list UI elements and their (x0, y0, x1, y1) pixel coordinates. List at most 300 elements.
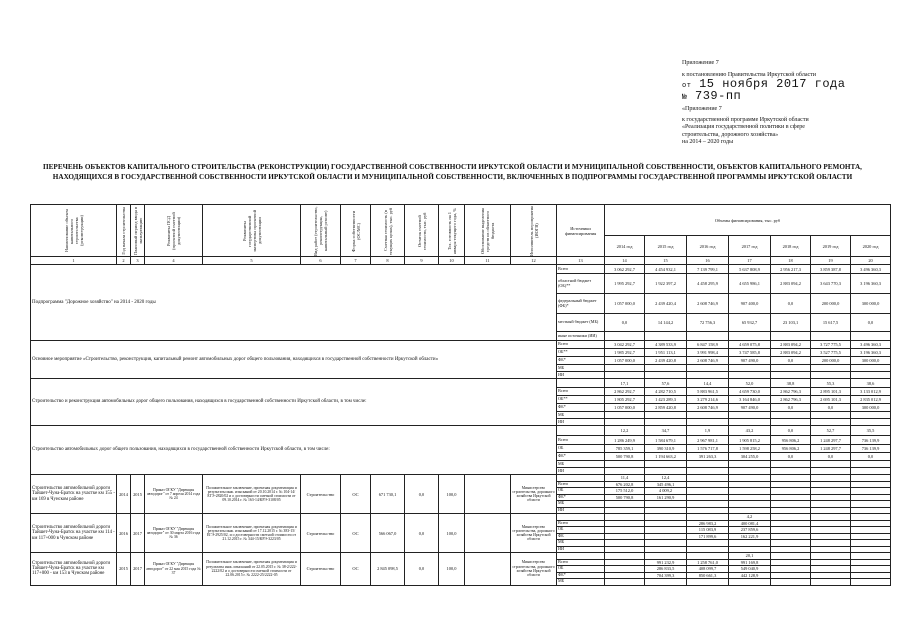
column-header-text: Остаток сметной стоимости, тыс. руб (416, 211, 427, 250)
object-work: Строительство (301, 553, 341, 586)
appendix-line: строительства, дорожного хозяйства» (682, 131, 779, 138)
value-cell: 500 790,8 (605, 494, 645, 501)
appendix-line: к государственной программе Иркутской области (682, 116, 809, 123)
column-number: 19 (811, 257, 851, 265)
column-number: 15 (645, 257, 687, 265)
value-cell (771, 372, 811, 379)
value-cell: 1 248 297,7 (811, 445, 851, 453)
object-psd: Приказ ОГКУ "Дирекция автодорог" от 30 марта 2016 года № 36 (145, 514, 203, 553)
value-cell (771, 419, 811, 426)
value-cell: 4,2 (729, 514, 771, 521)
value-cell (645, 372, 687, 379)
value-cell: 72 756,3 (687, 314, 729, 332)
column-header-8 (371, 205, 405, 257)
source-cell: МБ (557, 579, 605, 586)
value-cell: 1 057 000,0 (605, 404, 645, 412)
column-header-12 (511, 205, 557, 257)
value-cell: 4 659 075,8 (729, 341, 771, 349)
source-cell: Всего (557, 341, 605, 349)
source-cell: федеральный бюджет (ФБ)* (557, 294, 605, 314)
value-cell: 3 991 998,4 (687, 349, 729, 357)
value-cell: 0,0 (771, 357, 811, 365)
value-cell: 1 258 761,0 (687, 559, 729, 566)
column-header-4 (145, 205, 203, 257)
value-cell (811, 332, 851, 341)
value-cell: 1 985 292,7 (605, 349, 645, 357)
value-cell (687, 468, 729, 475)
value-cell: 0,0 (851, 314, 891, 332)
appendix-block (682, 60, 897, 147)
value-cell: 2 862 796,3 (771, 396, 811, 404)
column-header-11 (465, 205, 511, 257)
value-cell: 237 859,6 (729, 527, 771, 534)
column-header-6 (301, 205, 341, 257)
date-value: 15 ноября 2017 года (699, 77, 846, 91)
value-cell: 956 806,2 (771, 445, 811, 453)
value-cell (605, 579, 645, 586)
value-cell: 161 290,9 (645, 494, 687, 501)
value-cell (851, 579, 891, 586)
object-ready: 100,0 (439, 553, 465, 586)
object-justification (465, 553, 511, 586)
source-cell: ОБ (557, 488, 605, 495)
column-header-text: Форма собственности (ОС/МС) (350, 209, 361, 252)
value-cell: 3 279 214,6 (687, 396, 729, 404)
value-cell: 907 400,0 (729, 294, 771, 314)
object-start: 2015 (117, 553, 131, 586)
value-cell: 23 103,1 (771, 314, 811, 332)
value-cell: 14,4 (687, 379, 729, 388)
year-header: 2020 год (851, 236, 891, 257)
value-cell: 57,6 (645, 379, 687, 388)
value-cell: 2 608 746,9 (687, 294, 729, 314)
value-cell: 115 083,9 (687, 527, 729, 534)
source-cell: ИИ (557, 372, 605, 379)
value-cell: 3 496 360,3 (851, 265, 891, 274)
value-cell: 907 490,0 (729, 357, 771, 365)
source-cell: МБ (557, 365, 605, 372)
object-executor: Министерство строительства, дорожного хозяйства Иркутской области (511, 553, 557, 586)
value-cell: 38,8 (771, 379, 811, 388)
value-cell: 4 009,2 (645, 488, 687, 495)
column-header-5 (203, 205, 301, 257)
value-cell: 17,1 (605, 379, 645, 388)
value-cell: 500 790,8 (605, 453, 645, 461)
column-number: 3 (131, 257, 145, 265)
value-cell: 52,0 (729, 379, 771, 388)
source-cell: ОБ (557, 445, 605, 453)
column-header-10 (439, 205, 465, 257)
source-cell: ИИ (557, 468, 605, 475)
value-cell: 5 883 961,5 (687, 388, 729, 396)
source-cell: ФБ* (557, 357, 605, 365)
value-cell: 0,0 (771, 453, 811, 461)
value-cell: 2 439 420,8 (645, 357, 687, 365)
value-cell (811, 461, 851, 468)
object-expert: Положительное заключение, проектная документация и результаты инж. изысканий от 22.05.2015 г. № 38-2/222-2222/02 и о достоверности сметной стоимости от 22.06.2015 г. № 2222-25/2222-05 (203, 553, 301, 586)
value-cell: 2 608 746,9 (687, 404, 729, 412)
source-cell: Всего (557, 388, 605, 396)
value-cell: 785 359,1 (605, 445, 645, 453)
value-cell: 200 000,0 (811, 357, 851, 365)
value-cell (771, 468, 811, 475)
source-cell: ОБ (557, 566, 605, 573)
value-cell (645, 365, 687, 372)
value-cell (687, 461, 729, 468)
column-number: 14 (605, 257, 645, 265)
source-cell: ОБ (557, 527, 605, 534)
value-cell (605, 332, 645, 341)
value-cell: 4 655 986,1 (729, 274, 771, 294)
table-row (31, 341, 891, 349)
source-cell: ФБ (557, 533, 605, 540)
value-cell: 0,0 (851, 453, 891, 461)
source-cell: МБ (557, 412, 605, 419)
value-cell: 676 202,8 (605, 481, 645, 488)
value-cell (811, 365, 851, 372)
value-cell: 1 805 292,7 (605, 396, 645, 404)
source-cell: ФБ* (557, 453, 605, 461)
object-rest: 0,0 (405, 514, 439, 553)
value-cell: 300 000,0 (851, 404, 891, 412)
value-cell (605, 461, 645, 468)
value-cell: 736 139,9 (851, 436, 891, 445)
value-cell: 175 512,0 (605, 488, 645, 495)
value-cell: 2 883 094,2 (771, 341, 811, 349)
object-end: 2017 (131, 553, 145, 586)
source-cell: местный бюджет (МБ) (557, 314, 605, 332)
object-justification (465, 475, 511, 514)
object-expert: Положительное заключение, проектная документация и результаты инж. изысканий от 17.12.2015 г. № 383-15/ЕГЭ-2925/02, и о достоверности сметной стоимости от 21.12.2015 г. № 344-15/КРЭ-3223/05 (203, 514, 301, 553)
value-cell (605, 468, 645, 475)
value-cell: 3 727 775,5 (811, 341, 851, 349)
value-cell (605, 372, 645, 379)
object-ready: 100,0 (439, 475, 465, 514)
value-cell: 408 099,7 (687, 566, 729, 573)
value-cell: 0,0 (771, 404, 811, 412)
value-cell: 20,1 (729, 553, 771, 560)
value-cell (851, 461, 891, 468)
value-cell (811, 419, 851, 426)
source-cell: ИИ (557, 546, 605, 553)
object-start: 2016 (117, 514, 131, 553)
object-own: ОС (341, 553, 371, 586)
value-cell: 736 139,9 (851, 445, 891, 453)
value-cell: 2 862 796,3 (771, 388, 811, 396)
column-number: 20 (851, 257, 891, 265)
value-cell: 286 833,5 (645, 566, 687, 573)
value-cell: 907 490,0 (729, 404, 771, 412)
column-header-3 (131, 205, 145, 257)
value-cell (605, 412, 645, 419)
value-cell: 3 164 846,0 (729, 396, 771, 404)
source-cell: МБ (557, 540, 605, 547)
object-psd: Приказ ОГКУ "Дирекция автодорог" от 22 мая 2015 года № 37 (145, 553, 203, 586)
objects-table (30, 204, 891, 586)
column-number: 8 (371, 257, 405, 265)
object-rest: 0,0 (405, 553, 439, 586)
column-number: 10 (439, 257, 465, 265)
object-cost: 566 067,0 (371, 514, 405, 553)
value-cell: 300 000,0 (851, 357, 891, 365)
appendix-line: на 2014 – 2020 годы (682, 139, 734, 145)
value-cell (811, 579, 851, 586)
value-cell: 38,6 (851, 379, 891, 388)
value-cell: 1 598 258,2 (729, 445, 771, 453)
value-cell: 2 967 981,1 (687, 436, 729, 445)
value-cell (851, 419, 891, 426)
value-cell (851, 332, 891, 341)
value-cell (851, 365, 891, 372)
value-cell: 1 286 249,9 (605, 436, 645, 445)
column-number: 9 (405, 257, 439, 265)
value-cell (645, 419, 687, 426)
object-name: Строительство автомобильной дороги Тайшет-Чуна-Братск на участке км 114 - км 117+000 в Чунском районе (31, 514, 117, 553)
value-cell: 15 617,5 (811, 314, 851, 332)
year-header: 2016 год (687, 236, 729, 257)
source-cell: ИИ (557, 507, 605, 514)
value-cell: 4 659 730,0 (729, 388, 771, 396)
value-cell: 2 608 746,9 (687, 357, 729, 365)
object-end: 2015 (131, 475, 145, 514)
value-cell (645, 468, 687, 475)
value-cell (645, 461, 687, 468)
source-cell: иные источники (ИИ) (557, 332, 605, 341)
value-cell: 0,0 (811, 404, 851, 412)
source-cell: Всего (557, 559, 605, 566)
value-cell: 1 057 000,0 (605, 357, 645, 365)
appendix-line: Приложение 7 (682, 60, 719, 66)
value-cell: 1 922 397,2 (645, 274, 687, 294)
column-number: 17 (729, 257, 771, 265)
value-cell: 1 576 717,8 (687, 445, 729, 453)
value-cell (729, 461, 771, 468)
value-cell: 704 399,3 (645, 572, 687, 579)
value-cell: 1,9 (687, 426, 729, 436)
value-cell: 12,4 (645, 475, 687, 482)
value-cell: 390 310,9 (645, 445, 687, 453)
value-cell: 34,7 (645, 426, 687, 436)
value-cell (645, 579, 687, 586)
value-cell (729, 579, 771, 586)
value-cell: 345 496,1 (645, 481, 687, 488)
value-cell: 3 196 360,3 (851, 274, 891, 294)
value-cell: 171 899,6 (687, 533, 729, 540)
value-cell (729, 332, 771, 341)
value-cell (729, 365, 771, 372)
value-cell: 3 496 360,3 (851, 341, 891, 349)
column-header-text: Наименование объекта капитального строительства (реконструкции) (63, 209, 84, 252)
value-cell: 4 454 932,1 (645, 265, 687, 274)
source-cell: ФБ* (557, 572, 605, 579)
value-cell: 991 169,8 (729, 559, 771, 566)
value-cell: 956 806,2 (771, 436, 811, 445)
value-cell: 3 747 585,8 (729, 349, 771, 357)
column-header-text: Вид работ (строительство, реконструкция, капитальный ремонт) (313, 205, 328, 256)
object-start: 2014 (117, 475, 131, 514)
object-name: Строительство автомобильной дороги Тайшет-Чуна-Братск на участке км 155 - км 169 в Чунском районе (31, 475, 117, 514)
value-cell: 991 232,9 (645, 559, 687, 566)
value-cell: 3 062 292,7 (605, 265, 645, 274)
value-cell: 1 995 292,7 (605, 274, 645, 294)
object-expert: Положительное заключение, проектная документация и результаты инж. изысканий от 20.10.2014 г. № 104-14/ЕГЭ-2820/02 и о достоверности сметной стоимости от 09.10.2014 г. № 163-14/КРЭ-3108/05 (203, 475, 301, 514)
object-psd: Приказ ОГКУ "Дирекция автодорог" от 7 апреля 2014 года № 24 (145, 475, 203, 514)
value-cell: 304 255,0 (729, 453, 771, 461)
value-cell: 14 144,2 (645, 314, 687, 332)
column-number: 13 (557, 257, 605, 265)
source-cell (557, 379, 605, 388)
value-cell: 200 000,0 (811, 294, 851, 314)
value-cell: 3 527 775,5 (811, 349, 851, 357)
value-cell: 7 139 799,1 (687, 265, 729, 274)
object-end: 2017 (131, 514, 145, 553)
value-cell: 3 042 292,7 (605, 341, 645, 349)
source-cell: ОБ** (557, 349, 605, 357)
source-cell: Всего (557, 481, 605, 488)
value-cell: 3 643 770,3 (811, 274, 851, 294)
object-work: Строительство (301, 475, 341, 514)
source-cell: Всего (557, 436, 605, 445)
object-ready: 100,0 (439, 514, 465, 553)
value-cell: 3 859 387,8 (811, 265, 851, 274)
value-cell: 55,3 (811, 379, 851, 388)
column-header-text: Исполнитель мероприятия (ИОГВ) (528, 205, 539, 256)
value-cell (811, 468, 851, 475)
value-cell: 300 000,0 (851, 294, 891, 314)
value-cell (771, 412, 811, 419)
sources-header: Источники финансирования (557, 205, 605, 257)
value-cell (605, 419, 645, 426)
year-header: 2018 год (771, 236, 811, 257)
column-header-text: Тех. готовность на 1 января текущего года, % (446, 207, 457, 254)
source-cell: Всего (557, 520, 605, 527)
value-cell (687, 365, 729, 372)
section-label: Подпрограмма "Дорожное хозяйство" на 2014 - 2020 годы (31, 265, 557, 341)
value-cell (851, 468, 891, 475)
table-row (31, 265, 891, 274)
value-cell: 0,0 (771, 426, 811, 436)
value-cell: 549 040,9 (729, 566, 771, 573)
source-cell: ОБ** (557, 396, 605, 404)
value-cell: 442 128,9 (729, 572, 771, 579)
column-number: 18 (771, 257, 811, 265)
value-cell (729, 372, 771, 379)
value-cell (687, 412, 729, 419)
section-label: Основное мероприятие «Строительство, реконструкция, капитальный ремонт автомобильных дорог общего пользования, находящихся в государственной собственности Иркутской области» (31, 341, 557, 379)
value-cell (771, 332, 811, 341)
year-header: 2017 год (729, 236, 771, 257)
value-cell: 2 895 101,3 (811, 388, 851, 396)
source-cell: МБ (557, 501, 605, 508)
value-cell (811, 372, 851, 379)
value-cell: 0,0 (811, 453, 851, 461)
column-header-text: Реквизиты государственной экспертизы проектной документации (241, 209, 262, 252)
source-cell: Всего (557, 265, 605, 274)
value-cell: 2 956 217,3 (771, 265, 811, 274)
column-number: 6 (301, 257, 341, 265)
source-cell (557, 426, 605, 436)
column-number: 1 (31, 257, 117, 265)
number-prefix: № (682, 93, 688, 102)
column-number: 11 (465, 257, 511, 265)
column-header-text: Реквизиты ПСД (проектной сметной документации) (166, 211, 181, 250)
number-value: 739-пп (695, 89, 742, 103)
value-cell (851, 372, 891, 379)
value-cell (851, 412, 891, 419)
value-cell: 1 194 663,2 (645, 453, 687, 461)
value-cell: 4 389 533,9 (645, 341, 687, 349)
year-header: 2014 год (605, 236, 645, 257)
column-header-text: Сметная стоимость (в текущих ценах), тыс. руб (382, 206, 393, 255)
object-cost: 2 845 098,5 (371, 553, 405, 586)
value-cell: 0,0 (605, 314, 645, 332)
value-cell: 3 196 360,3 (851, 349, 891, 357)
value-cell: 5 637 808,9 (729, 265, 771, 274)
value-cell (687, 332, 729, 341)
source-cell: ИИ (557, 419, 605, 426)
value-cell: 0,0 (771, 294, 811, 314)
column-header-text: Обоснование выделения средств из областного бюджета (480, 207, 495, 254)
value-cell: 286 983,2 (687, 520, 729, 527)
column-number: 7 (341, 257, 371, 265)
source-cell: ФБ* (557, 494, 605, 501)
value-cell: 4 282 710,5 (645, 388, 687, 396)
object-own: ОС (341, 475, 371, 514)
year-header: 2015 год (645, 236, 687, 257)
column-header-7 (341, 205, 371, 257)
section-label: Строительство автомобильных дорог общего пользования, находящихся в государственной собственности Иркутской области, в том числе: (31, 426, 557, 475)
value-cell: 1 423 289,3 (645, 396, 687, 404)
value-cell: 52,7 (811, 426, 851, 436)
value-cell: 2 835 012,9 (851, 396, 891, 404)
column-number: 5 (203, 257, 301, 265)
object-executor: Министерство строительства, дорожного хозяйства Иркутской области (511, 475, 557, 514)
value-cell: 2 883 094,2 (771, 274, 811, 294)
source-cell: областной бюджет (ОБ)** (557, 274, 605, 294)
value-cell: 12,2 (605, 426, 645, 436)
value-cell: 850 661,3 (687, 572, 729, 579)
value-cell: 1 951 113,1 (645, 349, 687, 357)
value-cell (729, 412, 771, 419)
column-number: 4 (145, 257, 203, 265)
appendix-line: «Реализация государственной политики в сфере (682, 124, 805, 130)
value-cell: 1 057 000,0 (605, 294, 645, 314)
table-row (31, 379, 891, 388)
column-header-9 (405, 205, 439, 257)
value-cell (687, 579, 729, 586)
appendix-line: к постановлению Правительства Иркутской области (682, 71, 816, 78)
decree-number (682, 91, 897, 103)
column-number: 16 (687, 257, 729, 265)
object-own: ОС (341, 514, 371, 553)
value-cell: 2 859 420,8 (645, 404, 687, 412)
value-cell: 1 905 815,2 (729, 436, 771, 445)
value-cell: 4 458 295,9 (687, 274, 729, 294)
value-cell: 391 263,3 (687, 453, 729, 461)
column-header-text: Плановый период ввода в эксплуатацию (132, 206, 143, 255)
value-cell (771, 579, 811, 586)
value-cell: 3 133 012,9 (851, 388, 891, 396)
value-cell (771, 461, 811, 468)
value-cell (771, 365, 811, 372)
value-cell (729, 468, 771, 475)
object-work: Строительство (301, 514, 341, 553)
table-row (31, 426, 891, 436)
object-justification (465, 514, 511, 553)
column-header-1 (31, 205, 117, 257)
column-header-text: Год начала строительства (121, 206, 126, 255)
value-cell (605, 365, 645, 372)
